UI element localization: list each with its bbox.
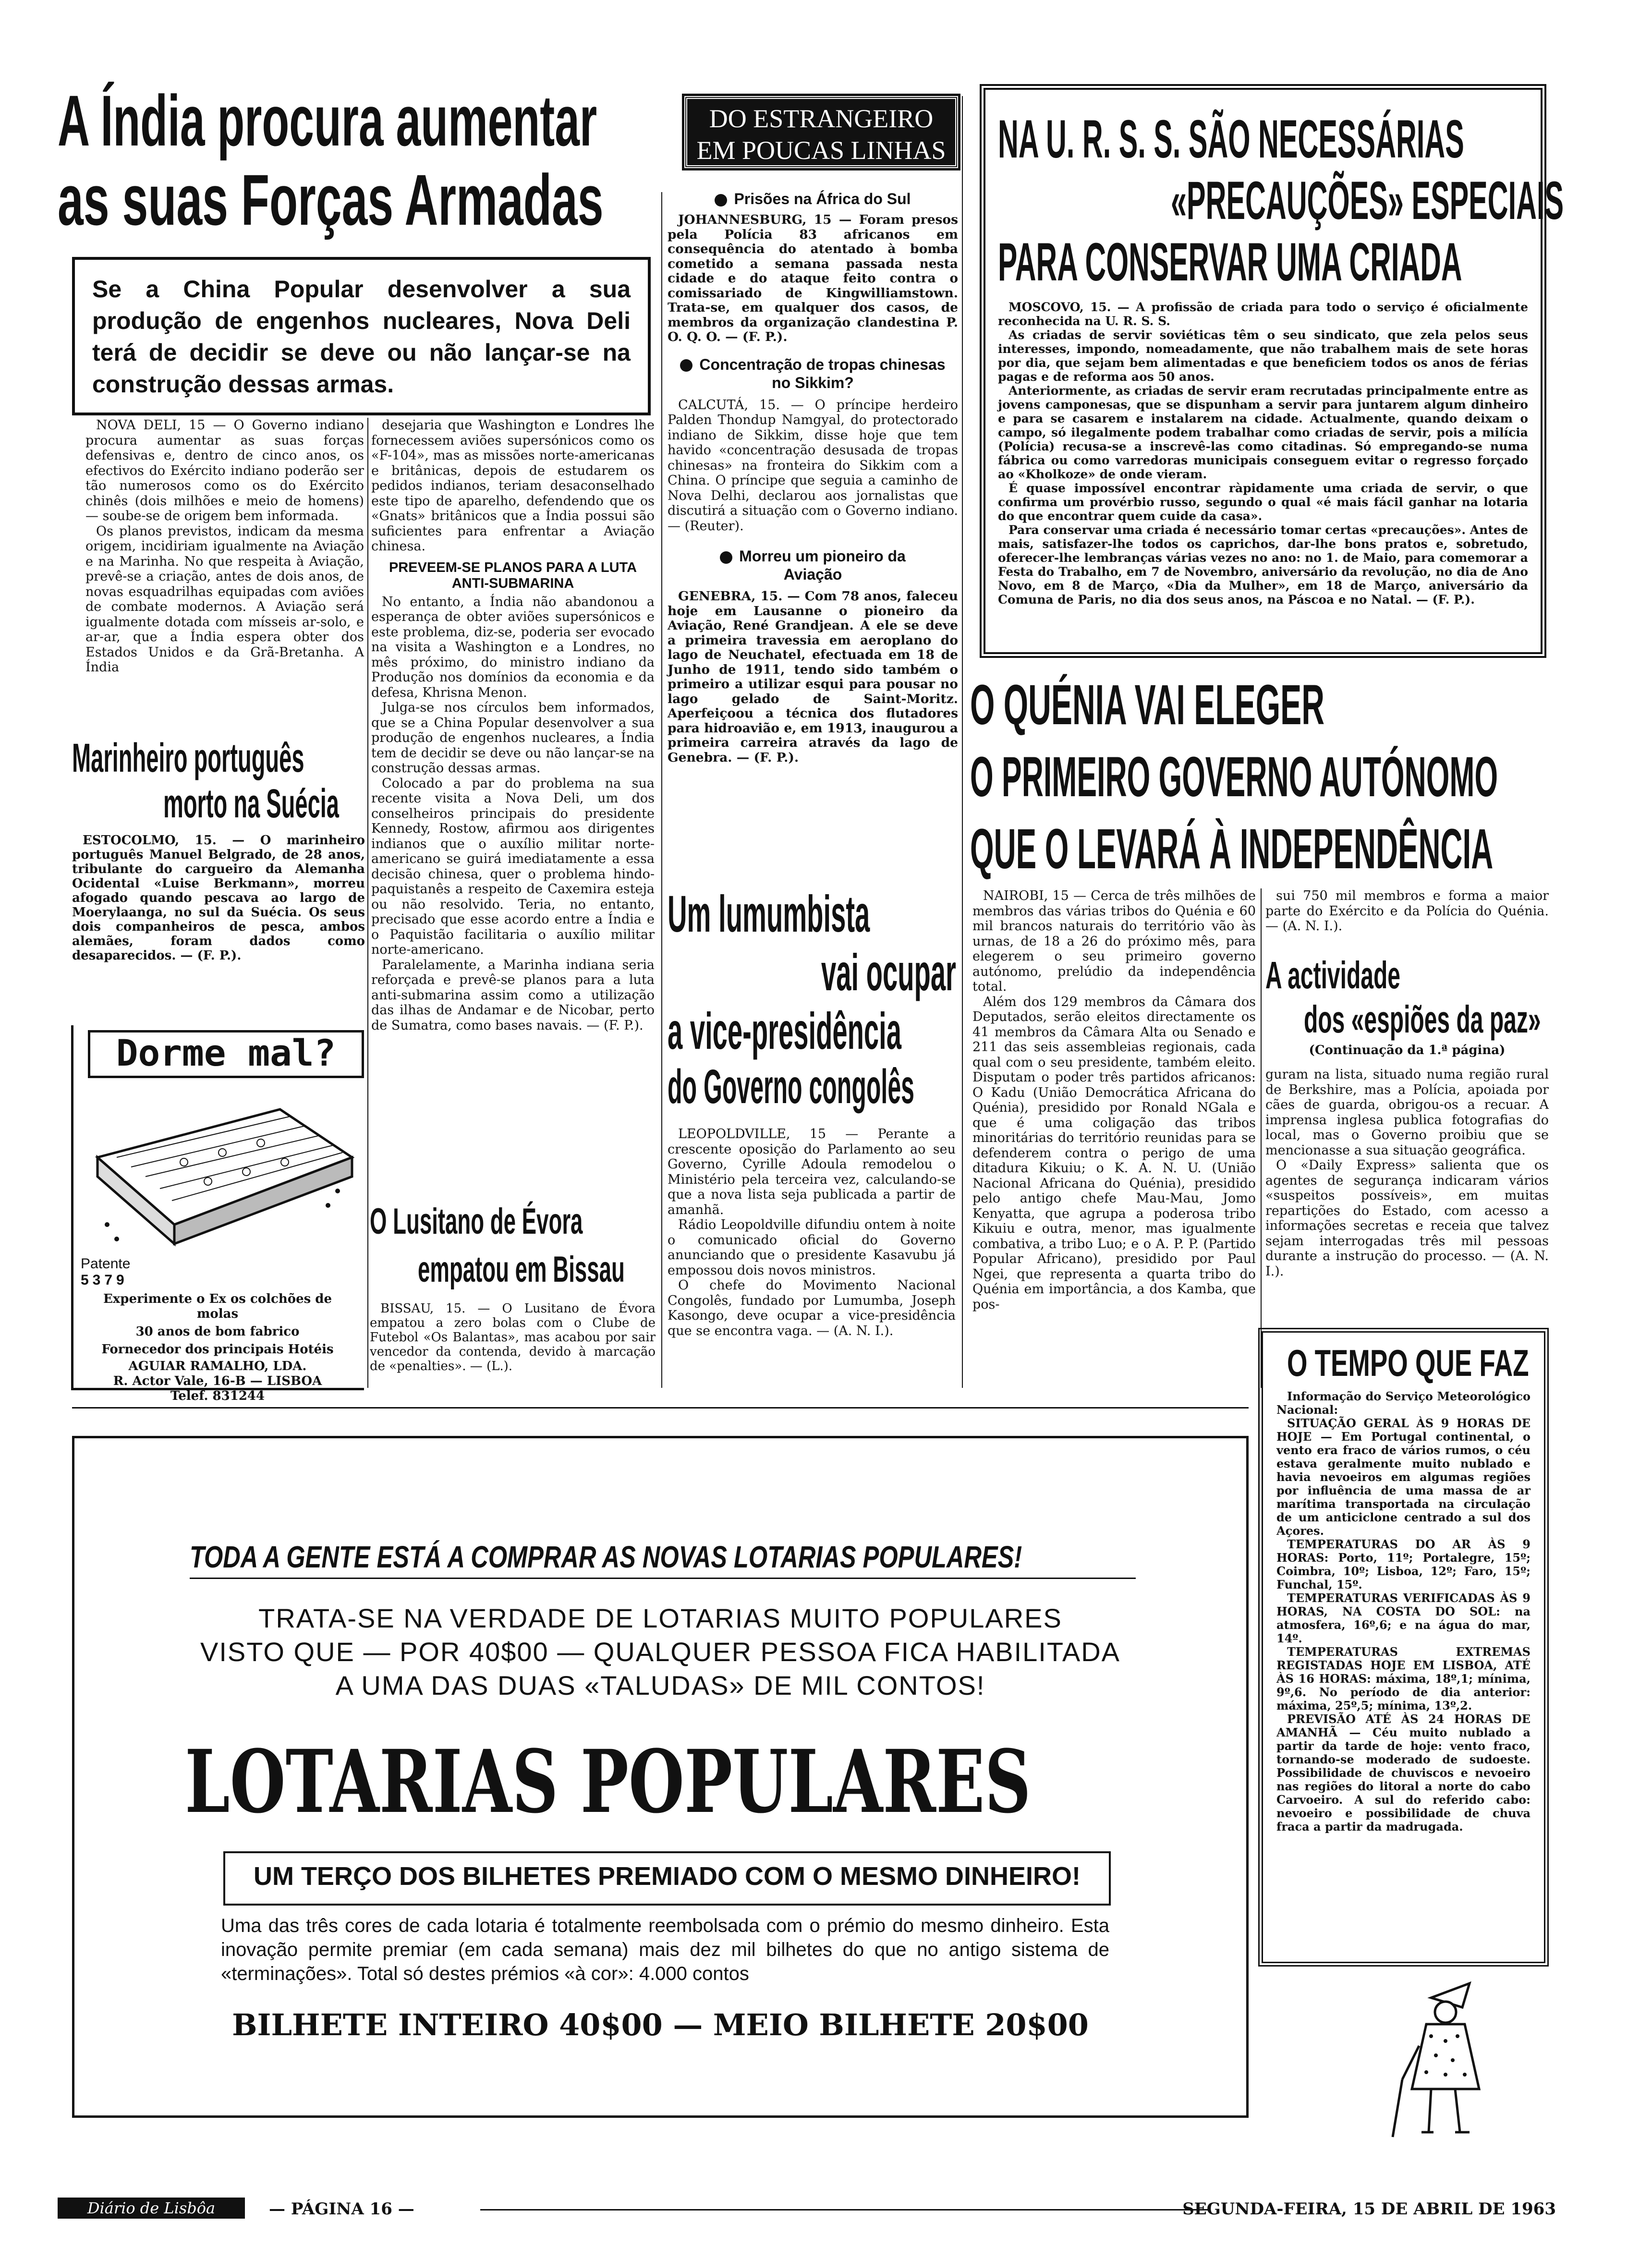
lottery-price: BILHETE INTEIRO 40$00 — MEIO BILHETE 20$00: [232, 2007, 1089, 2042]
congo-p: O chefe do Movimento Nacional Congolês, fundado por Lumumba, Joseph Kasongo, deve ocupar a vice-presidência que se encontra vaga. — (A. N. I.).: [668, 1278, 956, 1338]
india-col2: [371, 418, 655, 1033]
brief2-title: [677, 355, 948, 392]
column-rule: [367, 418, 368, 1388]
column-rule: [661, 192, 662, 1388]
bullet-icon: [680, 359, 692, 372]
footer-date: SEGUNDA-FEIRA, 15 DE ABRIL DE 1963: [1182, 2199, 1556, 2219]
urss-p: É quase impossível encontrar ràpidamente uma criada de servir, o que confirma um provérbio russo, segundo o qual «é mais fácil ganhar na lotaria do que encontrar quem cuide da casa».: [998, 481, 1528, 523]
weather-box: [1258, 1328, 1549, 1967]
spies-title-line2: dos «espiões da paz»: [1304, 998, 1541, 1041]
india-headline-line2: as suas Forças Armadas: [58, 159, 604, 240]
spies-cont: (Continuação da 1.ª página): [1309, 1043, 1506, 1057]
weather-p: SITUAÇÃO GERAL ÀS 9 HORAS DE HOJE — Em Portugal continental, o vento era fraco de vários rumos, o céu estava geralmente muito nublado e havia nevoeiros em algumas regiões por influência de uma massa de ar marítima transportada na circulação de um anticiclone centrado a sul dos Açores.: [1276, 1416, 1531, 1538]
footer-rule: [480, 2209, 1210, 2210]
kenya-col1: [972, 888, 1256, 1312]
mattress-ad-title: Dorme mal?: [88, 1030, 364, 1078]
column-rule: [962, 96, 963, 1388]
india-col2-p: Julga-se nos círculos bem informados, que se a China Popular desenvolver a sua produção de engenhos nucleares, a Índia tem de decidir se deve ou não lançar-se na construção dessas armas.: [371, 700, 655, 776]
lottery-ad: [72, 1436, 1249, 2118]
kenya-p: Além dos 129 membros da Câmara dos Deputados, serão eleitos directamente os 41 membros da Câmara Alta ou Senado e 211 das seis assembleias regionais, cada qual com o seu presidente, também eleito. Disputam o poder três partidos africanos: O Kadu (União Democrática Africana do Quénia), presidido por Ronald NGala e que é uma coligação das tribos minoritárias do território reunidas para se defenderem contra o perigo de uma ditadura Kikuiu; o K. A. N. U. (União Nacional Africana do Quénia), presidido pelo antigo chefe Mau-Mau, Jomo Kenyatta, que agrupa a poderosa tribo Kikuiu e outra, menor, mas igualmente combativa, a tribo Luo; e o A. P. P. (Partido Popular Africano), presidido por Paul Ngei, que representa a quarta tribo do Quénia em importância, a dos Kamba, que pos-: [972, 994, 1256, 1312]
lottery-boxed: UM TERÇO DOS BILHETES PREMIADO COM O MESMO DINHEIRO!: [223, 1851, 1111, 1906]
kenya-col2-text: sui 750 mil membros e forma a maior parte do Exército e da Polícia do Quénia. — (A. N. I.).: [1265, 888, 1549, 934]
india-deck: Se a China Popular desenvolver a sua produção de engenhos nucleares, Nova Deli terá de decidir se deve ou não lançar-se na construção dessas armas.: [92, 276, 631, 398]
brief3-text: GENEBRA, 15. — Com 78 anos, faleceu hoje em Lausanne o pioneiro da Aviação, René Grandjean. A ele se deve a primeira travessia em aeroplano do lago de Neuchatel, efectuada em 18 de Junho de 1911, tendo sido também o primeiro a utilizar esqui para pousar no lago gelado de Saint-Moritz. Aperfeiçoou a técnica dos flutadores para hidroavião e, em 1913, inaugurou a primeira carreira através da lago de Genebra. — (F. P.).: [668, 589, 958, 765]
mattress-ad-line1: Experimente o Ex os colchões de molas: [103, 1292, 332, 1321]
weather-p: PREVISÃO ATÉ ÀS 24 HORAS DE AMANHÃ — Céu muito nublado a partir da tarde de hoje: vento fraco, tornando-se moderado de sudoeste. Possibilidade de chuviscos e nevoeiro nas regiões do litoral a norte do cabo Carvoeiro. A sul do referido cabo: nevoeiro e possibilidade de chuva fraca a partir da madrugada.: [1276, 1712, 1531, 1834]
lusitano-article: [370, 1201, 656, 1373]
urss-box: [980, 84, 1564, 658]
urss-p: Anteriormente, as criadas de servir eram recrutadas principalmente entre as jovens camponesas, que se dispunham a servir para juntarem algum dinheiro e para se casarem e instalarem na cidade. Actualmente, quando deixam o campo, só ilegalmente podem trabalhar como criadas de servir, pois a milícia (Polícia) recusa-se a inscrevê-las como citadinas. Só empregando-se numa fábrica ou como varredoras municipais conseguem evitar o regresso forçado ao «Kholkoze» de onde vieram.: [998, 384, 1528, 481]
congo-p: Rádio Leopoldville difundiu ontem à noite o comunicado oficial do Governo anunciando que o presidente Kasavubu já empossou dois novos ministros.: [668, 1217, 956, 1278]
spies-article: [1265, 953, 1549, 1279]
brief1-title: [668, 190, 958, 208]
mattress-ad-copy: [83, 1292, 352, 1404]
mattress-ad-line3: Fornecedor dos principais Hotéis: [101, 1342, 334, 1357]
brief3-title: [696, 547, 929, 583]
india-col2-p: Paralelamente, a Marinha indiana seria reforçada e prevê-se planos para a luta anti-submarina assim como a utilização das ilhas de Andamar e de Nicobar, perto de Sumatra, como bases navais. — (F. P.).: [371, 957, 655, 1033]
weather-p: Informação do Serviço Meteorológico Nacional:: [1276, 1389, 1531, 1417]
urss-title-line3: PARA CONSERVAR UMA CRIADA: [998, 232, 1462, 292]
india-col2-p: Colocado a par do problema na sua recente visita a Nova Deli, um dos conselheiros principais do presidente Kennedy, Rostow, afirmou aos dirigentes indianos que o auxílio militar norte-americano se guirá imediatamente a essa decisão chinesa, quer o problema hindo-paquistanês a respeito de Caxemira esteja ou não resolvido. Teria, no entanto, precisado que esse acordo entre a Índia e o Paquistão facilitaria o auxílio militar norte-americano.: [371, 776, 655, 957]
brief2-text: CALCUTÁ, 15. — O príncipe herdeiro Palden Thondup Namgyal, do protectorado indiano de Sikkim, disse hoje que tem havido «concentração desusada de tropas chinesas» na fronteira do Sikkim com a China. O príncipe que seguia a caminho de Nova Delhi, declarou aos jornalistas que discutirá a situação com o Governo indiano. — (Reuter).: [668, 397, 958, 534]
india-subhead: PREVEEM-SE PLANOS PARA A LUTA ANTI-SUBMARINA: [389, 559, 637, 591]
urss-title-line1: NA U. R. S. S. SÃO NECESSÁRIAS: [998, 109, 1464, 169]
weather-p: TEMPERATURAS VERIFICADAS ÀS 9 HORAS, NA COSTA DO SOL: na atmosfera, 16º,6; e na água do mar, 14º.: [1276, 1591, 1531, 1645]
urss-title-line2: «PRECAUÇÕES» ESPECIAIS: [1171, 170, 1564, 231]
patent-box: [81, 1256, 167, 1288]
kenya-p: NAIROBI, 15 — Cerca de três milhões de membros das várias tribos do Quénia e 60 mil brancos naturais do território vão às urnas, de 18 a 26 do próximo mês, para elegerem o seu primeiro governo autónomo, prelúdio da independência total.: [972, 888, 1256, 994]
spies-p: O «Daily Express» salienta que os agentes de segurança indicaram vários «suspeitos possíveis», em muitas repartições do Estado, com acesso a informações secretas e receia que talvez sejam interrogadas três mil pessoas durante a instrução do processo. — (A. N. I.).: [1265, 1158, 1549, 1279]
sailor-title-line2: morto na Suécia: [163, 781, 339, 826]
kenya-title-line3: QUE O LEVARÁ À INDEPENDÊNCIA: [970, 817, 1494, 881]
weather-p: TEMPERATURAS EXTREMAS REGISTADAS HOJE EM LISBOA, ATÉ ÀS 16 HORAS: máxima, 18º,1; mínima, 9º,6. No período de dia anterior: máxima, 25º,5; mínima, 13º,2.: [1276, 1645, 1531, 1712]
brief2-title-text: Concentração de tropas chinesas no Sikkim?: [699, 355, 946, 391]
spies-p: guram na lista, situado numa região rural de Berkshire, mas a Polícia, apoiada por cães de guarda, obrigou-os a recuar. A imprensa inglesa publica fotografias do local, mas o Governo proibiu que se mencionasse a sua situação geográfica.: [1265, 1067, 1549, 1158]
india-col1: [85, 418, 364, 675]
patent-label: Patente: [81, 1256, 131, 1272]
mattress-ad: [71, 1025, 364, 1403]
urss-p: MOSCOVO, 15. — A profissão de criada para todo o serviço é oficialmente reconhecida na U. R. S. S.: [998, 300, 1528, 328]
congo-title-line2: vai ocupar: [821, 943, 956, 1001]
congo-title-line1: Um lumumbista: [668, 885, 870, 943]
lottery-lines: [74, 1602, 1246, 1702]
urss-title: [998, 108, 1564, 300]
sailor-title-line1: Marinheiro português: [72, 735, 304, 780]
mattress-ad-address: R. Actor Vale, 16-B — LISBOA: [113, 1374, 322, 1388]
mattress-ad-line2: 30 anos de bom fabrico: [135, 1324, 300, 1339]
foreign-box-line2: EM POUCAS LINHAS: [696, 136, 946, 165]
india-headline-line1: A Índia procura aumentar: [58, 80, 597, 161]
patent-number: 5379: [81, 1272, 128, 1288]
congo-title-line4: do Governo congolês: [668, 1060, 914, 1114]
footer-page: — PÁGINA 16 —: [269, 2199, 414, 2219]
mattress-ad-phone: Telef. 831244: [170, 1389, 265, 1403]
lottery-line3: A UMA DAS DUAS «TALUDAS» DE MIL CONTOS!: [335, 1670, 985, 1700]
brief1-text: JOHANNESBURG, 15 — Foram presos pela Polícia 83 africanos em consequência do atentado à bomba cometido a semana passada nesta cidade e do ataque feito contra o comissariado de Kingwilliamstown. Trata-se, em qualquer dos casos, de membros da organização clandestina P. O. Q. O. — (F. P.).: [668, 212, 958, 344]
weather-p: TEMPERATURAS DO AR ÀS 9 HORAS: Porto, 11º; Portalegre, 15º; Coimbra, 10º; Lisboa, 12º; Faro, 15º; Funchal, 15º.: [1276, 1537, 1531, 1591]
mattress-illustration: [88, 1081, 357, 1253]
congo-article: [668, 884, 956, 1338]
section-rule: [72, 1407, 1249, 1409]
foreign-box-line1: DO ESTRANGEIRO: [709, 104, 934, 133]
lusitano-title-line2: empatou em Bissau: [418, 1249, 625, 1290]
india-col2-p: desejaria que Washington e Londres lhe fornecessem aviões supersónicos como os «F-104», mas as missões norte-americanas e britânicas, depois de estudarem os pedidos indianos, teriam desaconselhado este tipo de aparelho, defendendo que os «Gnats» britânicos que a Índia possui são suficientes para enfrentar a Aviação chinesa.: [371, 418, 655, 554]
column-rule: [1261, 888, 1262, 1388]
lusitano-text: BISSAU, 15. — O Lusitano de Évora empatou a zero bolas com o Clube de Futebol «Os Balantas», mas acabou por sair vencedor da contenda, devido à marcação de «penalties». — (L.).: [370, 1301, 656, 1373]
kenya-headline: [970, 672, 1551, 884]
weather-man-illustration: [1373, 1979, 1508, 2151]
spies-title-line1: A actividade: [1265, 954, 1400, 996]
lottery-line1: TRATA-SE NA VERDADE DE LOTARIAS MUITO POPULARES: [258, 1603, 1062, 1633]
india-headline: [58, 79, 653, 238]
brief3-title-text: Morreu um pioneiro da Aviação: [739, 547, 906, 583]
mattress-ad-company: AGUIAR RAMALHO, LDA.: [128, 1359, 307, 1373]
foreign-box: [684, 96, 958, 168]
footer-masthead: Diário de Lisbôa: [58, 2198, 245, 2219]
india-col1-p: NOVA DELI, 15 — O Governo indiano procura aumentar as suas forças defensivas e, dentro de cinco anos, os efectivos do Exército indiano poderão ser tão numerosos como os do Exército chinês (dois milhões e meio de homens) — soube-se de origem bem informada.: [85, 418, 364, 523]
lusitano-title-line1: O Lusitano de Évora: [370, 1201, 583, 1242]
foreign-briefs: [668, 190, 958, 765]
lottery-brand: LOTARIAS POPULARES: [185, 1731, 1031, 1833]
weather-title: O TEMPO QUE FAZ: [1287, 1342, 1529, 1384]
urss-p: Para conservar uma criada é necessário tomar certas «precauções». Antes de mais, satisfazer-lhe todos os caprichos, dar-lhe bons pratos e, sobretudo, oferecer-lhe lembranças várias vezes no ano: no 1. de Maio, para comemorar a Festa do Trabalho, em 7 de Novembro, aniversário da revolução, no dia de Ano Novo, em 8 de Março, «Dia da Mulher», em 18 de Março, aniversário da Comuna de Paris, no dia dos seus anos, na Páscoa e no Natal. — (F. P.).: [998, 523, 1528, 607]
india-deck-box: [72, 257, 651, 415]
lottery-line2: VISTO QUE — POR 40$00 — QUALQUER PESSOA FICA HABILITADA: [200, 1637, 1121, 1667]
bullet-icon: [715, 194, 727, 206]
lottery-headline: TODA A GENTE ESTÁ A COMPRAR AS NOVAS LOTARIAS POPULARES!: [190, 1540, 1022, 1574]
congo-title-line3: a vice-presidência: [668, 1002, 901, 1060]
kenya-col2: [1265, 888, 1549, 934]
sailor-article: [72, 735, 365, 963]
lottery-small: Uma das três cores de cada lotaria é totalmente reembolsada com o prémio do mesmo dinheiro. Esta inovação permite premiar (em cada semana) mais dez mil bilhetes do que no antigo sistema de «terminações». Total só destes prémios «à cor»: 4.000 contos: [221, 1915, 1109, 1984]
urss-p: As criadas de servir soviéticas têm o seu sindicato, que zela pelos seus interesses, impondo, nomeadamente, que não trabalhem mais de sete horas por dia, que sejam bem alimentadas e que beneficiem todos os anos de férias pagas e de reforma aos 50 anos.: [998, 328, 1528, 384]
india-col2-p: No entanto, a Índia não abandonou a esperança de obter aviões supersónicos e este problema, diz-se, poderia ser evocado na visita a Washington e a Londres, no mês próximo, do ministro indiano da Produção nos domínios da economia e da defesa, Khrisna Menon.: [371, 594, 655, 700]
lottery-headline-rule: [190, 1578, 1136, 1579]
brief1-title-text: Prisões na África do Sul: [734, 190, 911, 207]
congo-p: LEOPOLDVILLE, 15 — Perante a crescente oposição do Parlamento ao seu Governo, Cyrille Adoula remodelou o Ministério pela terceira vez, calculando-se que a nova lista seja publicada a partir de amanhã.: [668, 1127, 956, 1217]
sailor-text: ESTOCOLMO, 15. — O marinheiro português Manuel Belgrado, de 28 anos, tribulante do cargueiro da Alemanha Ocidental «Luise Berkmann», morreu afogado quando pescava ao largo de Moerylaanga, no sul da Suécia. Os seus dois companheiros de pesca, ambos alemães, foram dados como desaparecidos. — (F. P.).: [72, 833, 365, 963]
india-col1-p: Os planos previstos, indicam da mesma origem, incidiriam igualmente na Aviação e na Marinha. No que respeita à Aviação, prevê-se a criação, antes de dois anos, de novas esquadrilhas equipadas com aviões de combate modernos. A Aviação será igualmente dotada com mísseis ar-solo, e ar-ar, que a Índia espera obter dos Estados Unidos e da Grã-Bretanha. A Índia: [85, 523, 364, 675]
bullet-icon: [720, 551, 732, 564]
kenya-title-line1: O QUÉNIA VAI ELEGER: [970, 673, 1324, 737]
footer: [58, 2195, 1556, 2223]
kenya-title-line2: O PRIMEIRO GOVERNO AUTÓNOMO: [970, 745, 1498, 809]
